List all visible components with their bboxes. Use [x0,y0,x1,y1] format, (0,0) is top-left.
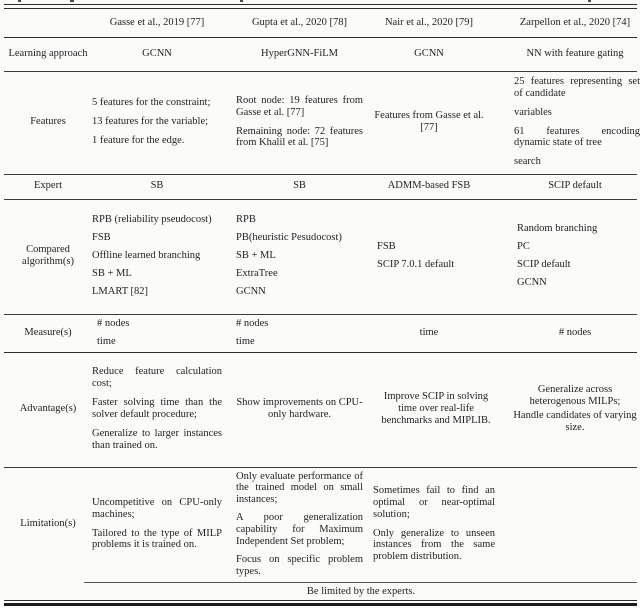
cell-text: variables [514,106,552,118]
row-label [8,467,88,581]
cell-text: SB + ML [236,250,276,262]
cell-text: Offline learned branching [92,250,201,262]
advantages-gasse-cell [92,352,222,466]
row-label-text: Learning approach [8,47,88,59]
features-zarpellon-cell [512,71,640,173]
cell-text: Handle candidates of varying size. [513,410,637,433]
column-header: Gasse et al., 2019 [77] [109,16,205,28]
row-features [0,71,640,173]
cell-text: Generalize to larger instances than trained on. [92,427,222,451]
cell-text: Tailored to the type of MILP problems it is trained on. [92,527,222,551]
cell-text: Faster solving time than the solver default procedure; [92,397,222,420]
cell-text: Uncompetitive on CPU-only machines; [92,496,222,520]
header-gasse [92,9,222,36]
cell-text: Reduce feature calculation cost; [92,366,222,390]
cell-text: search [514,156,541,168]
cell-text: RPB (reliability pseudocost) [92,214,212,226]
cell-text: Improve SCIP in solving time over real-life benchmarks and MIPLIB. [381,391,491,426]
row-label-text: Compared algorithm(s) [22,244,74,267]
column-header: Zarpellon et al., 2020 [74] [519,16,631,28]
row-label-text: Measure(s) [24,326,72,338]
cell-text: 61 features encoding dynamic state of tree [514,125,640,149]
column-header: Nair et al., 2020 [79] [384,16,474,28]
learning-gasse-cell [92,37,222,70]
row-expert [0,174,640,198]
cell-text: SB + ML [92,267,132,279]
cell-text: # nodes [558,326,592,338]
cropped-caption-remnant [70,0,74,2]
header-nair [368,9,490,36]
compared-gasse-cell [92,199,222,313]
cell-text: GCNN [414,47,444,59]
footer-cell [84,584,638,599]
row-learning-approach [0,37,640,70]
table-bottom-rule [4,600,637,601]
footer-text: Be limited by the experts. [306,585,416,597]
limitations-zarpellon-cell [512,467,638,581]
row-label-text: Limitation(s) [20,518,76,530]
cell-text: PC [517,241,530,253]
learning-zarpellon-cell [512,37,638,70]
features-nair-cell [368,71,490,173]
row-limitations [0,467,640,581]
cell-text: RPB [236,214,256,226]
cell-text: HyperGNN-FiLM [261,47,338,59]
cell-text: 1 feature for the edge. [92,134,185,146]
measures-zarpellon-cell [512,314,638,351]
advantages-zarpellon-cell [512,352,638,466]
expert-nair-cell [368,174,490,198]
expert-gasse-cell [92,174,222,198]
cell-text: FSB [92,232,111,244]
cell-text: LMART [82] [92,285,149,297]
cell-text: SB [150,180,164,192]
header-zarpellon [512,9,638,36]
cell-text: # nodes [97,317,130,329]
limitations-gasse-cell [92,467,222,581]
table-partial-rule [84,582,637,583]
advantages-gupta-cell [236,352,363,466]
row-label [8,352,88,466]
cell-text: SCIP default [548,180,602,192]
cell-text: Only generalize to unseen instances from the same problem distribution. [373,527,495,563]
cell-text: GCNN [236,285,266,297]
cell-text: 13 features for the variable; [92,116,209,128]
row-label [8,71,88,173]
cell-text: SCIP default [517,259,571,270]
cell-text: GCNN [142,47,172,59]
cell-text: 5 features for the constraint; [92,97,211,109]
cell-text: Generalize across heterogenous MILPs; [529,384,621,408]
expert-gupta-cell [236,174,363,198]
row-advantages [0,352,640,466]
cell-text: time [236,335,255,347]
cell-text: ExtraTree [236,267,278,279]
row-label-text: Advantage(s) [19,403,77,415]
expert-zarpellon-cell [512,174,638,198]
cell-text: Remaining node: 72 features from Khalil et al. [75] [236,125,363,149]
learning-gupta-cell [236,37,363,70]
cell-text: SB [293,180,306,192]
cell-text: 25 features representing set of candidate [514,75,640,99]
cell-text: Features from Gasse et al. [77] [374,110,484,133]
cell-text: NN with feature gating [526,47,624,59]
cell-text: FSB [377,241,396,253]
column-header: Gupta et al., 2020 [78] [251,16,348,28]
cell-text: Sometimes fail to find an optimal or near-optimal solution; [373,484,495,520]
header-empty-cell [8,9,88,36]
measures-gasse-cell [92,314,227,351]
cell-text: ADMM-based FSB [387,180,471,192]
row-measures [0,314,640,351]
cropped-caption-remnant [588,0,591,2]
cell-text: # nodes [236,317,269,329]
cell-text: Show improvements on CPU-only hardware. [236,397,363,420]
cell-text: PB(heuristic Pesudocost) [236,232,342,244]
row-compared-algorithms [0,199,640,313]
compared-zarpellon-cell [512,199,640,313]
table-bottom-rule [4,603,637,606]
row-footer [0,584,640,599]
header-gupta [236,9,363,36]
cropped-caption-remnant [18,0,21,2]
cropped-caption-remnant [240,0,243,2]
cell-text: Focus on specific problem types. [236,553,363,577]
learning-nair-cell [368,37,490,70]
row-label-text: Expert [34,180,62,192]
advantages-nair-cell [368,352,504,466]
row-label [8,174,88,198]
features-gasse-cell [92,71,222,173]
measures-nair-cell [368,314,490,351]
compared-nair-cell [368,199,499,313]
cell-text: SCIP 7.0.1 default [377,259,455,270]
measures-gupta-cell [236,314,363,351]
row-label [8,314,88,351]
row-label [8,199,88,313]
cell-text: GCNN [517,276,547,288]
cell-text: Root node: 19 features from Gasse et al. [77] [236,94,363,118]
cell-text: time [419,326,439,338]
cell-text: A poor generalization capability for Maximum Independent Set problem; [236,512,363,547]
features-gupta-cell [236,71,363,173]
row-label-text: Features [30,116,66,128]
table-top-rule [4,4,637,5]
row-label [8,37,88,70]
cell-text: Only evaluate performance of the trained model on small instances; [236,470,363,506]
limitations-nair-cell [368,467,495,581]
table-header-row [0,9,640,36]
compared-gupta-cell [236,199,363,313]
limitations-gupta-cell [236,467,363,581]
cell-text: Random branching [517,223,598,235]
cell-text: time [97,335,116,347]
